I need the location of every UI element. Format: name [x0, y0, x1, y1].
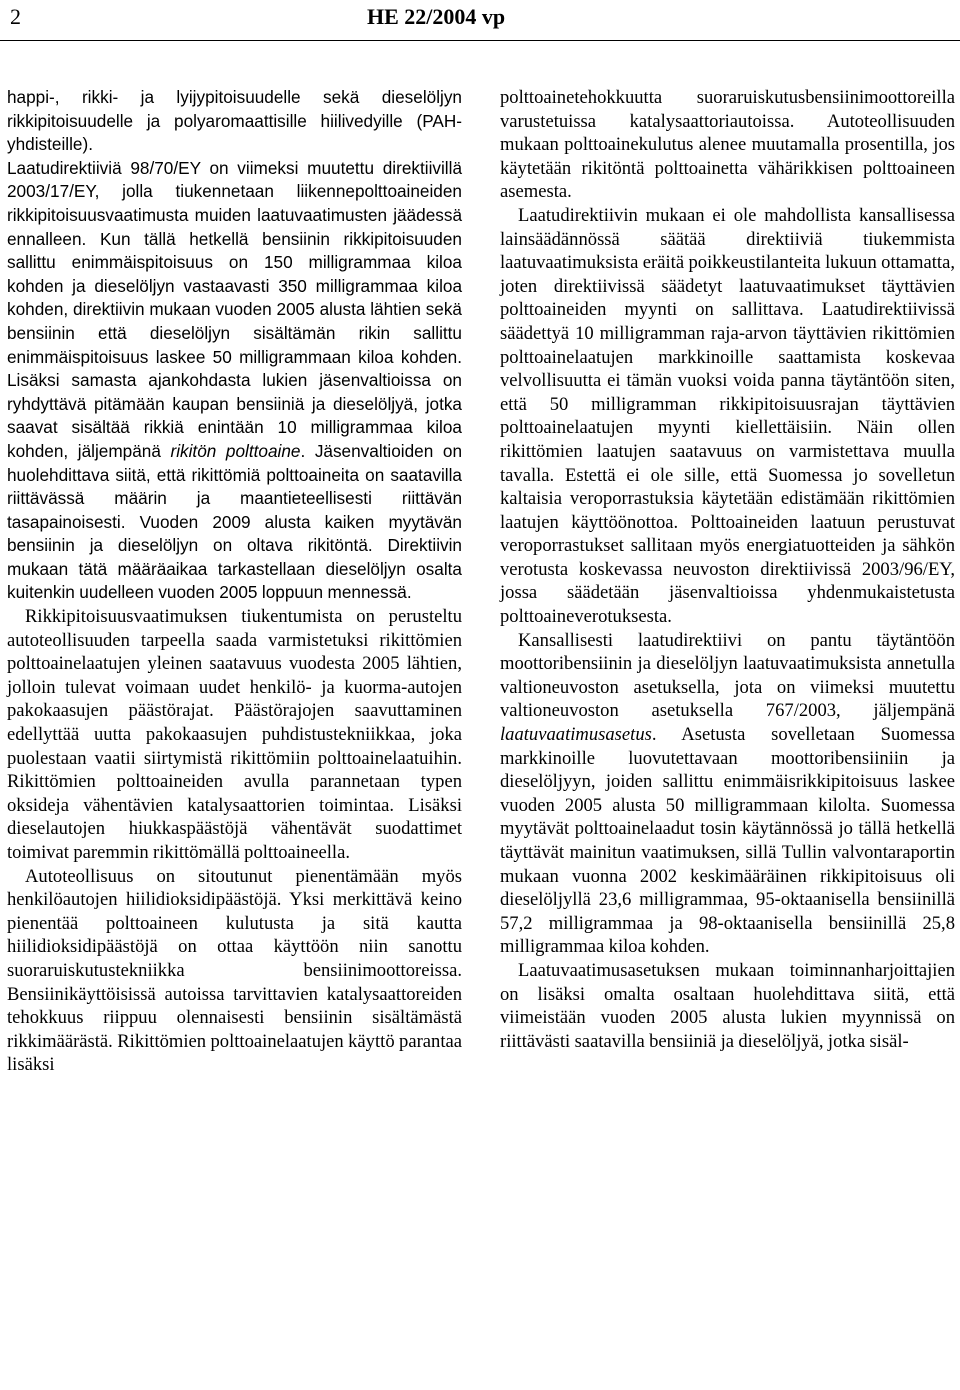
left-column	[7, 86, 462, 1077]
paragraph: Autoteollisuus on sitoutunut pienentämään myös henkilöautojen hiilidioksidipäästöjä. Yksi merkittävä keino pienentää polttoaineen kulutusta ja sitä kautta hiilidioksidipäästöjä on ottaa käyttöön niin sanottu suoraruiskutustekniikka bensiinimoottoreissa. Bensiinikäyttöisissä autoissa tarvittavien katalysaattoreiden tehokkuus riippuu olennaisesti bensiinin sisältämästä rikkimäärästä. Rikittömien polttoainelaatujen käyttö parantaa lisäksi	[7, 865, 462, 1076]
defined-term: rikitön polttoaine	[170, 440, 301, 461]
paragraph: Rikkipitoisuusvaatimuksen tiukentumista on perusteltu autoteollisuuden tarpeella saada varmistetuksi rikittömien polttoainelaatujen yleinen saatavuus vuodesta 2005 lähtien, jolloin tulevat voimaan uudet henkilö- ja kuorma-autojen pakokaasujen päästörajat. Päästörajojen saavuttaminen edellyttää uutta pakokaasujen puhdistustekniikkaa, joka puolestaan vaatii siirtymistä rikittömiin polttoainelaatuihin. Rikittömien polttoaineiden avulla parannetaan typen oksideja vähentävien katalysaattorien toimintaa. Lisäksi dieselautojen hiukkaspäästöjä vähentävät suodattimet toimivat paremmin rikittömällä polttoaineella.	[7, 606, 462, 863]
document-id: HE 22/2004 vp	[367, 4, 506, 29]
paragraph: happi-, rikki- ja lyijypitoisuudelle sekä dieselöljyn rikkipitoisuudelle ja polyaromaattisille hiilivedyille (PAH-yhdisteille).	[7, 87, 462, 155]
paragraph-text: Kun tällä hetkellä bensiinin rikkipitoisuuden sallittu enimmäispitoisuus on 150 milligrammaa kiloa kohden ja dieselöljyn vastaavasti 350 milligrammaa kiloa kohden, direktiivin mukaan vuoden 2005 alusta lähtien sekä bensiinin että dieselöljyn sisältämän rikin sallittu enimmäispitoisuus laskee 50 milligrammaan kiloa kohden. Lisäksi samasta ajankohdasta lukien jäsenvaltioissa on ryhdyttävä pitämään kaupan bensiiniä ja dieselöljyä, jotka saavat sisältää rikkiä enintään 10 milligrammaa kiloa kohden, jäljempänä	[7, 228, 462, 461]
paragraph	[500, 629, 955, 959]
paragraph: Laatudirektiivin mukaan ei ole mahdollista kansallisessa lainsäädännössä säätää direktiiviä tiukemmista laatuvaatimuksista eräitä poikkeustilanteita lukuun ottamatta, joten direktiivissä säädetyt laatuvaatimukset täyttävien polttoaineiden myynti on sallittava. Laatudirektiivissä säädettyä 10 milligramman raja-arvon täyttävien rikittömien polttoainelaatujen markkinoille saattamista koskevaa velvollisuutta ei tämän vuoksi voida panna täytäntöön siten, että 50 milligramman rikkipitoisuusrajan täyttävien polttoainelaatujen myynti kiellettäisiin. Näin ollen rikittömien laatujen saatavuus on varmistettava muulla tavalla. Estettä ei ole sille, että Suomessa jo sovelletun kaltaisia veroporrastuksia käytetään edistämään rikittömien laatujen käyttöönottoa. Polttoaineiden laatuun perustuvat veroporrastukset sallitaan myös energiatuotteiden ja sähkön verotusta koskevassa neuvoston direktiivissä 2003/96/EY, jossa säädetään jäsenvaltioissa yhdenmukaistetusta polttoaineverotuksesta.	[500, 204, 955, 628]
defined-term: laatuvaatimusasetus	[500, 724, 652, 746]
paragraph: polttoainetehokkuutta suoraruiskutusbensiinimoottoreilla varustetuissa katalysaattoriautoissa. Autoteollisuuden mukaan polttoainekulutus alenee muutamalla prosentilla, jos käytetään rikitöntä polttoainetta vähärikkisen polttoaineen asemesta.	[500, 87, 955, 203]
paragraph	[7, 157, 462, 605]
paragraph-text: . Jäsenvaltioiden on huolehdittava siitä, että rikittömiä polttoaineita on saatavilla riittävässä määrin ja maantieteellisesti riittävän tasapainoisesti. Vuoden 2009 alusta kaiken myytävän bensiinin ja dieselöljyn on oltava rikitöntä. Direktiivin mukaan tätä määräaikaa tarkastellaan dieselöljyn osalta kuitenkin uudelleen vuoden 2005 loppuun mennessä.	[7, 440, 462, 603]
paragraph-text: Kansallisesti laatudirektiivi on pantu täytäntöön moottoribensiinin ja dieselöljyn laatuvaatimuksista annetulla valtioneuvoston asetuksella, jota on viimeksi muutettu valtioneuvoston asetuksella 767/2003, jäljempänä	[500, 629, 955, 722]
paragraph-text: . Asetusta sovelletaan Suomessa markkinoille luovutettavaan moottoribensiiniin ja dieselöljyyn, joiden sallittu enimmäisrikkipitoisuus laskee vuoden 2005 alusta 50 milligrammaan kilolta. Suomessa myytävät polttoainelaadut tosin käytännössä jo tällä hetkellä täyttävät mainitun vaatimuksen, sillä Tullin valvontaraportin mukaan vuonna 2002 keskimääräinen rikkipitoisuus oli dieselöljyllä 23,6 milligrammaa, 95-oktaanisella bensiinillä 57,2 milligrammaa ja 98-oktaanisella bensiinillä 25,8 milligrammaa kiloa kohden.	[500, 724, 955, 958]
page-header	[0, 0, 960, 41]
paragraph-text: Laatudirektiiviä 98/70/EY on viimeksi muutettu direktiivillä 2003/17/EY, jolla tiukennetaan liikennepolttoaineiden rikkipitoisuusvaatimusta muiden laatuvaatimusten jäädessä ennalleen.	[7, 157, 462, 249]
paragraph: Laatuvaatimusasetuksen mukaan toiminnanharjoittajien on lisäksi omalta osaltaan huolehdittava siitä, että viimeistään vuoden 2005 alusta lukien myynnissä on riittävästi saatavilla bensiiniä ja dieselöljyä, jotka sisäl-	[500, 959, 955, 1052]
page-number: 2	[10, 4, 21, 29]
right-column	[500, 86, 955, 1053]
